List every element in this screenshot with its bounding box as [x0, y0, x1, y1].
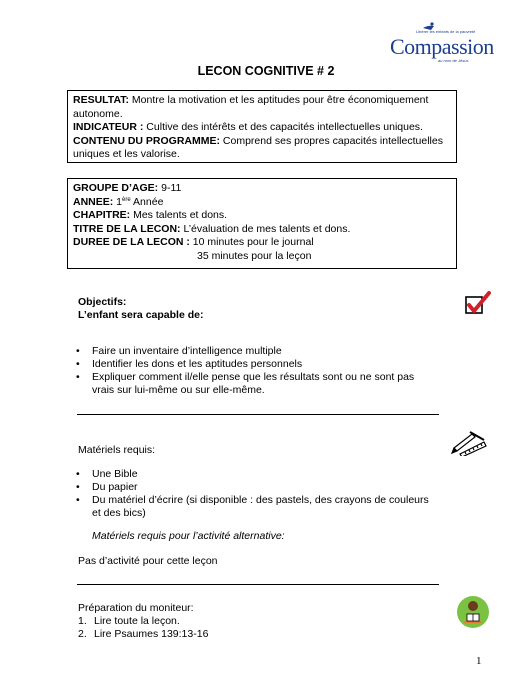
annee-num: 1 — [113, 195, 123, 208]
reading-child-icon — [455, 594, 491, 630]
titre-line — [73, 223, 451, 237]
list-item: • Une Bible — [72, 468, 438, 481]
annee-line — [73, 196, 451, 210]
materials-list — [72, 468, 438, 520]
annee-text: Année — [130, 195, 164, 208]
duree-line — [73, 236, 451, 250]
groupe-text: 9-11 — [158, 182, 182, 194]
indicateur-text: Cultive des intérêts et des capacités intellectuelles uniques. — [143, 121, 423, 133]
duree-text-1: 10 minutes pour le journal — [189, 236, 314, 248]
list-item — [78, 615, 438, 628]
objectives-subheading: L’enfant sera capable de: — [78, 309, 204, 321]
duree-line-2: 35 minutes pour la leçon — [197, 249, 312, 262]
item-text: Lire toute la leçon. — [94, 615, 180, 627]
logo-subline: au nom de Jésus — [438, 58, 469, 63]
section-divider — [77, 584, 439, 585]
alt-materials-heading: Matériels requis pour l’activité alternative: — [92, 530, 285, 542]
indicateur-label: INDICATEUR : — [73, 121, 144, 133]
materials-heading: Matériels requis: — [78, 444, 156, 456]
pencil-ruler-icon — [450, 428, 488, 456]
annee-sup: ère — [122, 196, 131, 203]
list-item: • Expliquer comment il/elle pense que les résultats sont ou ne sont pas vrais sur lui-même ou sur elle-même. — [72, 371, 438, 397]
list-item: • Faire un inventaire d’intelligence multiple — [72, 345, 438, 358]
contenu-label: CONTENU DU PROGRAMME: — [73, 134, 220, 147]
resultat-line — [73, 94, 451, 121]
page-number: 1 — [476, 655, 482, 667]
checkbox-check-icon — [464, 291, 492, 317]
resultat-label: RESULTAT: — [73, 94, 129, 106]
chapitre-line — [73, 209, 451, 223]
lesson-info-box — [67, 178, 457, 269]
preparation-heading: Préparation du moniteur: — [78, 602, 194, 614]
objectives-section — [78, 296, 438, 322]
list-item: • Identifier les dons et les aptitudes personnels — [72, 358, 438, 371]
chapitre-label: CHAPITRE: — [73, 209, 131, 221]
objectives-heading: Objectifs: — [78, 296, 127, 308]
titre-text: L’évaluation de mes talents et dons. — [180, 222, 351, 235]
item-number: 2. — [78, 628, 87, 640]
alt-materials-text: Pas d’activité pour cette leçon — [78, 555, 218, 567]
list-item — [78, 628, 438, 641]
contenu-line — [73, 135, 451, 162]
logo-tagline: Libérer les enfants de la pauvreté — [416, 29, 476, 34]
duree-label: DUREE DE LA LECON : — [73, 236, 190, 248]
annee-label: ANNEE: — [73, 195, 114, 208]
outcome-box — [67, 90, 457, 163]
resultat-text: Montre la motivation et les aptitudes pour être économiquement autonome. — [73, 94, 429, 120]
titre-label: TITRE DE LA LECON: — [73, 222, 181, 235]
objectives-list — [72, 345, 438, 397]
groupe-label: GROUPE D’AGE: — [73, 182, 159, 194]
logo-wordmark: Compassion — [390, 34, 494, 59]
preparation-list — [78, 615, 438, 641]
chapitre-text: Mes talents et dons. — [130, 209, 228, 221]
list-item: • Du papier — [72, 481, 438, 494]
item-number: 1. — [78, 615, 87, 627]
item-text: Lire Psaumes 139:13-16 — [94, 628, 209, 640]
groupe-line — [73, 182, 451, 196]
section-divider — [77, 414, 439, 415]
contenu-text: Comprend ses propres capacités intellectuelles uniques et les valorise. — [73, 134, 443, 160]
page-title: LECON COGNITIVE # 2 — [197, 64, 335, 78]
compassion-logo — [386, 22, 494, 66]
list-item: • Du matériel d’écrire (si disponible : des pastels, des crayons de couleurs et des bics) — [72, 494, 438, 520]
indicateur-line — [73, 121, 451, 135]
